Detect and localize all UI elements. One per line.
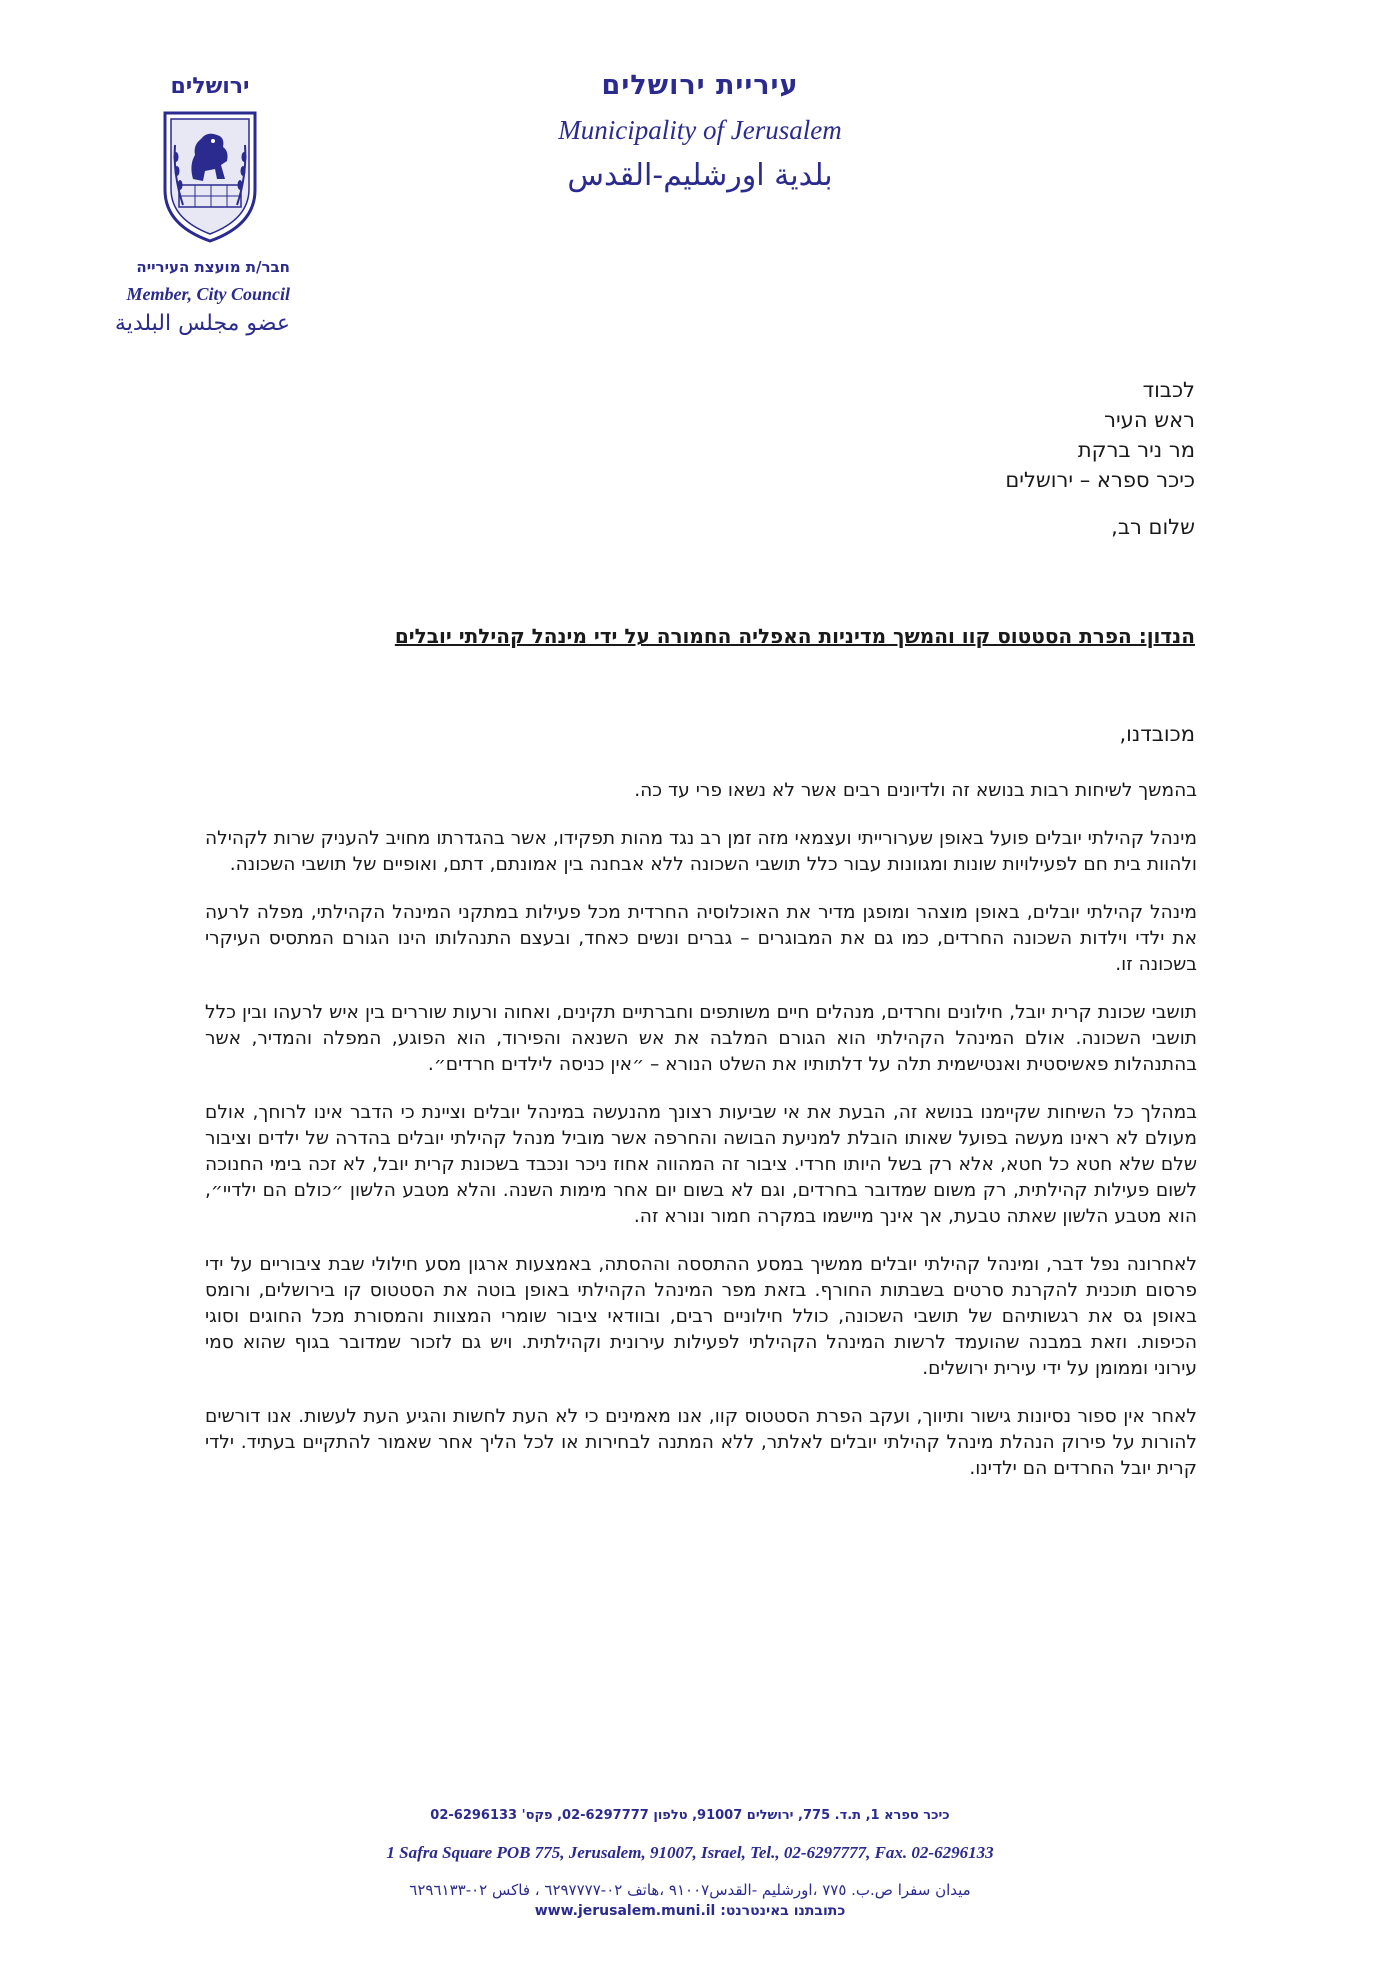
salutation: מכובדנו,	[1119, 722, 1195, 746]
municipality-name-hebrew: עיריית ירושלים	[601, 70, 799, 101]
jerusalem-lion-emblem-icon	[155, 105, 265, 245]
municipality-name-arabic: بلدية اورشليم-القدس	[567, 158, 833, 193]
addressee-line: ראש העיר	[1104, 408, 1195, 432]
letter-footer	[280, 1808, 1100, 1919]
emblem-block	[130, 74, 290, 245]
member-title-arabic: عضو مجلس البلدية	[114, 311, 290, 336]
body-paragraph: בהמשך לשיחות רבות בנושא זה ולדיונים רבים אשר לא נשאו פרי עד כה.	[634, 780, 1197, 801]
footer-address-english: 1 Safra Square POB 775, Jerusalem, 91007, Israel, Tel., 02-6297777, Fax. 02-6296133	[386, 1843, 994, 1862]
footer-address-hebrew: כיכר ספרא 1, ת.ד. 775, ירושלים 91007, טלפון 02-6297777, פקס' 02-6296133	[430, 1808, 950, 1823]
body-paragraph: במהלך כל השיחות שקיימנו בנושא זה, הבעת את אי שביעות רצונך מהנעשה במינהל יובלים וציינת כי הדבר אינו לרוחך, אולם מעולם לא ראינו מעשה בפועל שאותו הובלת למניעת הבושה והחרפה אשר מוביל מנהל קהילתי יובלים בהדרה של ילדים וציבור שלם שלא חטא כל חטא, אלא רק בשל היותו חרדי. ציבור זה המהווה אחוז ניכר ונכבד בשכונת קרית יובל, לא זכה בימי החנוכה לשום פעילות קהילתית, רק משום שמדובר בחרדים, וגם לא בשום יום אחר מימות השנה. והלא מטבע הלשון ״כולם הם ילדיי״, הוא מטבע הלשון שאתה טבעת, אך אינך מיישמו במקרה חמור ונורא זה.	[205, 1102, 1197, 1227]
municipality-name-english: Municipality of Jerusalem	[558, 115, 842, 145]
addressee-line: מר ניר ברקת	[1077, 438, 1195, 462]
body-paragraph: מינהל קהילתי יובלים פועל באופן שערורייתי ועצמאי מזה זמן רב נגד מהות תפקידו, אשר בהגדרתו מחויב להעניק שרות לקהילה ולהוות בית חם לפעילויות שונות ומגוונות עבור כלל תושבי השכונה ללא אבחנה בין אמונתם, דתם, ואופיים של תושבי השכונה.	[205, 828, 1197, 875]
footer-website-link[interactable]: כתובתנו באינטרנט: www.jerusalem.muni.il	[534, 1903, 846, 1919]
letterhead	[440, 70, 960, 193]
council-member-block	[60, 258, 290, 336]
addressee-line: לכבוד	[1142, 378, 1195, 402]
body-paragraph: לאחרונה נפל דבר, ומינהל קהילתי יובלים ממשיך במסע ההתססה וההסתה, באמצעות ארגון מסע חילולי שבת ציבוריים על ידי פרסום תוכנית להקרנת סרטים בשבתות החורף. בזאת מפר המינהל הקהילתי באופן בוטה את הסטטוס קו בירושלים, ורומס באופן גס את רגשותיהם של תושבי השכונה, כולל חילוניים רבים, ובוודאי ציבור שומרי המצוות והמסורת מכל החוגים וסוגי הכיפות. וזאת במבנה שהועמד לרשות המינהל הקהילתי לפעילות עירונית וקהילתית. ויש גם לזכור שמדובר בגוף שהוא סמי עירוני וממומן על ידי עירית ירושלים.	[205, 1254, 1197, 1379]
addressee-block	[695, 375, 1195, 495]
footer-address-arabic: ميدان سفرا ص.ب. ٧٧٥ ،اورشليم -القدس٩١٠٠٧ ،هاتف ٠٢-٦٢٩٧٧٧٧ ، فاكس ٠٢-٦٢٩٦١٣٣	[409, 1881, 971, 1899]
body-paragraph: לאחר אין ספור נסיונות גישור ותיווך, ועקב הפרת הסטטוס קוו, אנו מאמינים כי לא העת לחשות והגיע העת לעשות. אנו דורשים להורות על פירוק הנהלת מינהל קהילתי יובלים לאלתר, ללא המתנה לבחירות או לכל הליך אחר שאמור להתקיים בעתיד. ילדי קרית יובל החרדים הם ילדינו.	[205, 1406, 1197, 1479]
member-title-english: Member, City Council	[126, 284, 290, 304]
body-paragraph: תושבי שכונת קרית יובל, חילונים וחרדים, מנהלים חיים משותפים וחברתיים תקינים, ואחוה ורעות שוררים בין איש לרעהו ובין כלל תושבי השכונה. אולם המינהל הקהילתי הוא הגורם המלבה את אש השנאה והפירוד, הוא הפוגע, המפלה והמדיר, אשר בהתנהלות פאשיסטית ואנטישמית תלה על דלתותיו את השלט הנורא – ״אין כניסה לילדים חרדים״.	[205, 1002, 1197, 1075]
greeting: שלום רב,	[1111, 515, 1195, 539]
body-paragraph: מינהל קהילתי יובלים, באופן מוצהר ומופגן מדיר את האוכלוסיה החרדית מכל פעילות במתקני המינהל הקהילתי, מפלה לרעה את ילדי וילדות השכונה החרדים, כמו גם את המבוגרים – גברים ונשים כאחד, ובעצם התנהלותו הינו הגורם המתסיס העיקרי בשכונה זו.	[205, 902, 1197, 975]
letter-body	[205, 778, 1197, 1504]
subject-line: הנדון: הפרת הסטטוס קוו והמשך מדיניות האפליה החמורה על ידי מינהל קהילתי יובלים	[394, 624, 1195, 648]
emblem-title: ירושלים	[170, 74, 250, 99]
member-title-hebrew: חבר/ת מועצת העירייה	[136, 258, 290, 276]
addressee-line: כיכר ספרא – ירושלים	[1005, 468, 1195, 492]
